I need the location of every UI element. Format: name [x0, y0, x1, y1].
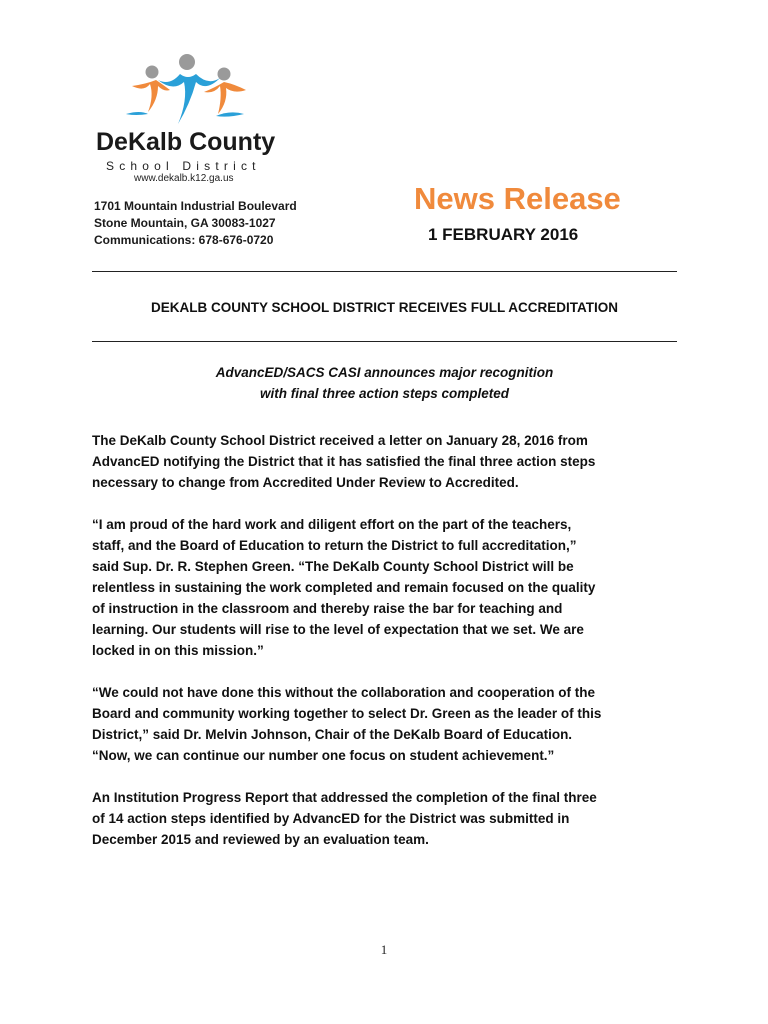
district-url[interactable]: www.dekalb.k12.ga.us — [134, 173, 234, 184]
paragraph-line: Board and community working together to select Dr. Green as the leader of this — [92, 706, 602, 721]
paragraph-line: An Institution Progress Report that addressed the completion of the final three — [92, 790, 597, 805]
article-body — [92, 430, 692, 871]
paragraph-line: “Now, we can continue our number one focus on student achievement.” — [92, 748, 555, 763]
address-street: 1701 Mountain Industrial Boulevard — [94, 199, 297, 213]
paragraph-line: “We could not have done this without the collaboration and cooperation of the — [92, 685, 596, 700]
contact-address — [94, 198, 297, 249]
subheadline-line: AdvancED/SACS CASI announces major recognition — [215, 365, 554, 380]
paragraph — [92, 430, 692, 493]
district-subtitle: School District — [106, 159, 261, 173]
paragraph-line: necessary to change from Accredited Under Review to Accredited. — [92, 475, 519, 490]
subheadline-line: with final three action steps completed — [259, 386, 510, 401]
news-release-title: News Release — [414, 181, 621, 216]
district-name: DeKalb County — [96, 128, 276, 156]
paragraph-line: of instruction in the classroom and thereby raise the bar for teaching and — [92, 601, 563, 616]
top-divider — [92, 271, 677, 272]
address-phone: Communications: 678-676-0720 — [94, 233, 274, 247]
paragraph-line: District,” said Dr. Melvin Johnson, Chair of the DeKalb Board of Education. — [92, 727, 573, 742]
district-logo-icon — [118, 52, 258, 134]
paragraph-line: staff, and the Board of Education to return the District to full accreditation,” — [92, 538, 577, 553]
paragraph-line: learning. Our students will rise to the level of expectation that we set. We are — [92, 622, 584, 637]
release-date: 1 FEBRUARY 2016 — [428, 225, 579, 244]
paragraph — [92, 787, 692, 850]
page-number: 1 — [380, 942, 388, 957]
paragraph — [92, 514, 692, 661]
paragraph-line: relentless in sustaining the work completed and remain focused on the quality — [92, 580, 596, 595]
address-city: Stone Mountain, GA 30083-1027 — [94, 216, 276, 230]
paragraph-line: said Sup. Dr. R. Stephen Green. “The DeKalb County School District will be — [92, 559, 574, 574]
paragraph — [92, 682, 692, 766]
paragraph-line: “I am proud of the hard work and diligent effort on the part of the teachers, — [92, 517, 572, 532]
bottom-divider — [92, 341, 677, 342]
subheadline — [92, 362, 677, 404]
paragraph-line: of 14 action steps identified by AdvancED for the District was submitted in — [92, 811, 570, 826]
headline: DEKALB COUNTY SCHOOL DISTRICT RECEIVES FULL ACCREDITATION — [150, 300, 618, 315]
paragraph-line: December 2015 and reviewed by an evaluation team. — [92, 832, 429, 847]
paragraph-line: The DeKalb County School District received a letter on January 28, 2016 from — [92, 433, 588, 448]
paragraph-line: locked in on this mission.” — [92, 643, 264, 658]
paragraph-line: AdvancED notifying the District that it has satisfied the final three action steps — [92, 454, 596, 469]
